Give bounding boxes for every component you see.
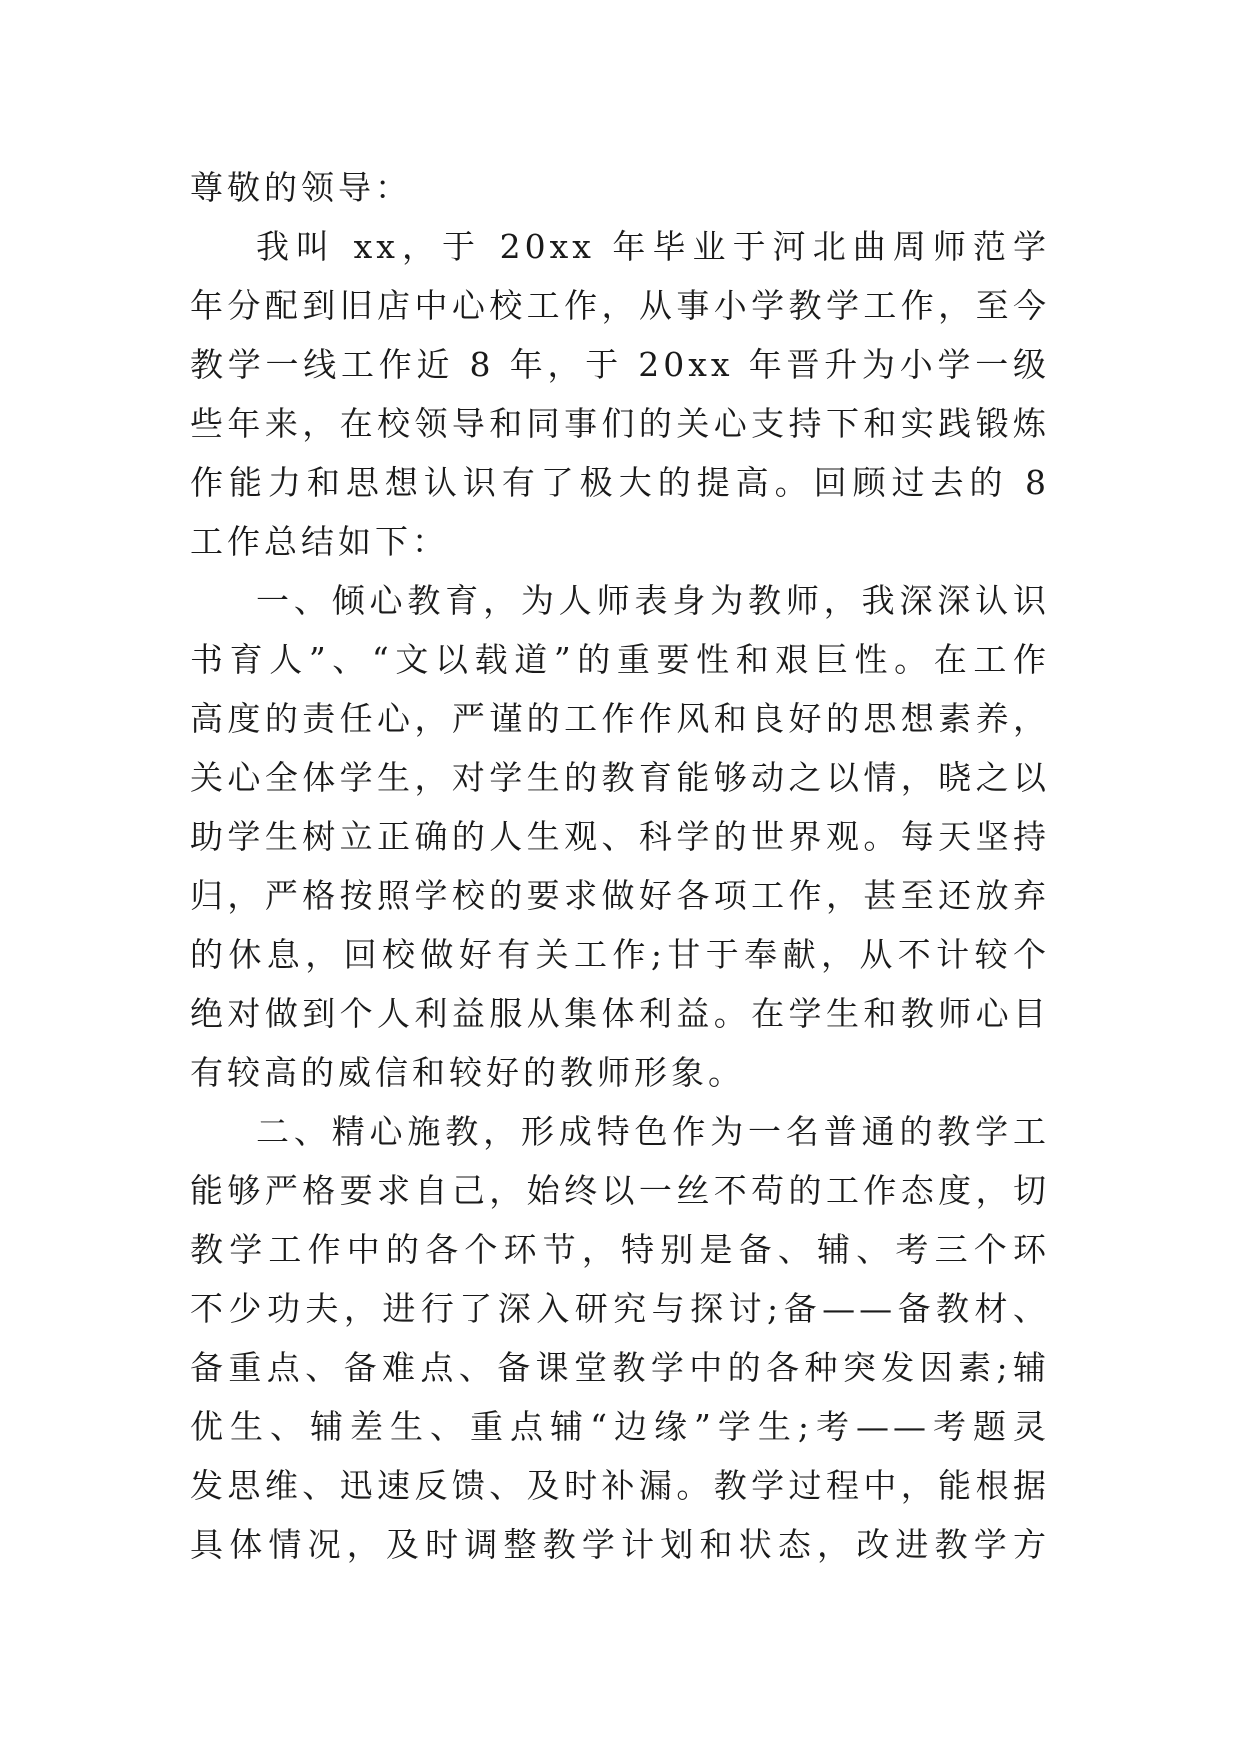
salutation: 尊敬的领导： bbox=[190, 168, 412, 207]
paragraph-line: 作能力和思想认识有了极大的提高。回顾过去的 8 bbox=[190, 463, 1050, 502]
paragraph-line: 不少功夫，进行了深入研究与探讨;备——备教材、 bbox=[190, 1289, 1050, 1328]
paragraph-line: 的休息，回校做好有关工作;甘于奉献，从不计较个 bbox=[190, 935, 1050, 974]
paragraph-line: 书育人”、“文以载道”的重要性和艰巨性。在工作 bbox=[190, 640, 1050, 679]
paragraph-line: 二、精心施教，形成特色作为一名普通的教学工 bbox=[256, 1112, 1050, 1151]
paragraph-line: 优生、辅差生、重点辅“边缘”学生;考——考题灵 bbox=[190, 1407, 1050, 1446]
paragraph-line: 备重点、备难点、备课堂教学中的各种突发因素;辅 bbox=[190, 1348, 1050, 1387]
paragraph-line: 关心全体学生，对学生的教育能够动之以情，晓之以 bbox=[190, 758, 1050, 797]
paragraph-line: 有较高的威信和较好的教师形象。 bbox=[190, 1053, 745, 1092]
paragraph-line: 些年来，在校领导和同事们的关心支持下和实践锻炼 bbox=[190, 404, 1050, 443]
paragraph-line: 发思维、迅速反馈、及时补漏。教学过程中，能根据 bbox=[190, 1466, 1050, 1505]
paragraph-line: 一、倾心教育，为人师表身为教师，我深深认识 bbox=[256, 581, 1050, 620]
paragraph-line: 教学一线工作近 8 年，于 20xx 年晋升为小学一级 bbox=[190, 345, 1050, 384]
paragraph-line: 高度的责任心，严谨的工作作风和良好的思想素养， bbox=[190, 699, 1050, 738]
paragraph-line: 我叫 xx，于 20xx 年毕业于河北曲周师范学 bbox=[256, 227, 1050, 266]
paragraph-line: 能够严格要求自己，始终以一丝不苟的工作态度，切 bbox=[190, 1171, 1050, 1210]
paragraph-line: 教学工作中的各个环节，特别是备、辅、考三个环 bbox=[190, 1230, 1050, 1269]
paragraph-line: 助学生树立正确的人生观、科学的世界观。每天坚持 bbox=[190, 817, 1050, 856]
paragraph-line: 工作总结如下： bbox=[190, 522, 449, 561]
document-body bbox=[190, 158, 1050, 1574]
paragraph-line: 具体情况，及时调整教学计划和状态，改进教学方 bbox=[190, 1525, 1050, 1564]
paragraph-line: 绝对做到个人利益服从集体利益。在学生和教师心目 bbox=[190, 994, 1050, 1033]
paragraph-line: 年分配到旧店中心校工作，从事小学教学工作，至今 bbox=[190, 286, 1050, 325]
paragraph-line: 归，严格按照学校的要求做好各项工作，甚至还放弃 bbox=[190, 876, 1050, 915]
